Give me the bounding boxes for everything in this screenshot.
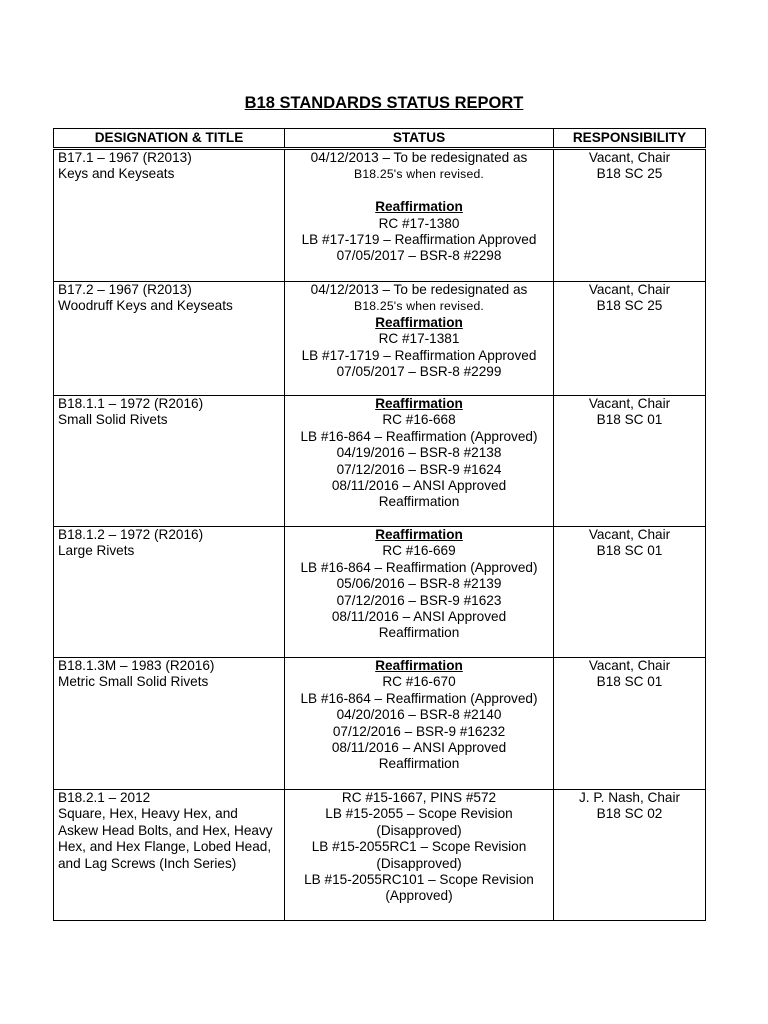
status-line: LB #15-2055RC101 – Scope Revision	[304, 872, 534, 888]
status-cell	[285, 396, 554, 527]
table-row	[54, 282, 706, 396]
table-row	[54, 149, 706, 282]
status-line: RC #16-669	[382, 543, 456, 559]
status-line: (Disapproved)	[376, 822, 462, 838]
status-line: LB #16-864 – Reaffirmation (Approved)	[300, 559, 538, 575]
designation-cell	[54, 282, 285, 396]
status-heading: Reaffirmation	[375, 199, 463, 215]
status-line: (Approved)	[385, 888, 453, 904]
designation-number: B17.1 – 1967 (R2013)	[58, 150, 192, 165]
status-line: (Disapproved)	[376, 855, 462, 871]
status-line: B18.25's when revised.	[353, 167, 485, 182]
table-header-row	[54, 129, 706, 149]
designation-title: Square, Hex, Heavy Hex, and Askew Head Bolts, and Hex, Heavy Hex, and Hex Flange, Lobed Head, and Lag Screws (Inch Series)	[58, 806, 273, 871]
status-line: 08/11/2016 – ANSI Approved	[331, 740, 507, 756]
status-line: 07/12/2016 – BSR-9 #1624	[336, 461, 502, 477]
chair-name: Vacant, Chair	[588, 527, 671, 542]
responsibility-cell	[554, 790, 706, 921]
designation-number: B18.2.1 – 2012	[58, 790, 151, 805]
designation-cell	[54, 527, 285, 658]
table-row	[54, 396, 706, 527]
column-header-responsibility: RESPONSIBILITY	[554, 129, 706, 149]
status-line: 07/05/2017 – BSR-8 #2298	[336, 248, 502, 264]
responsibility-cell	[554, 396, 706, 527]
responsibility-cell	[554, 282, 706, 396]
status-heading: Reaffirmation	[375, 396, 463, 411]
status-line: 04/19/2016 – BSR-8 #2138	[336, 445, 502, 461]
designation-cell	[54, 790, 285, 921]
committee-name: B18 SC 25	[596, 166, 663, 182]
designation-number: B17.2 – 1967 (R2013)	[58, 282, 192, 297]
status-line: Reaffirmation	[378, 756, 460, 772]
status-line: 07/12/2016 – BSR-9 #1623	[336, 592, 502, 608]
status-cell	[285, 658, 554, 790]
designation-cell	[54, 658, 285, 790]
status-line: 07/05/2017 – BSR-8 #2299	[336, 364, 502, 380]
status-cell	[285, 282, 554, 396]
chair-name: J. P. Nash, Chair	[579, 790, 680, 805]
column-header-designation: DESIGNATION & TITLE	[54, 129, 285, 149]
designation-title: Keys and Keyseats	[58, 166, 175, 182]
status-line: LB #15-2055RC1 – Scope Revision	[311, 839, 527, 855]
status-spacer	[289, 183, 549, 199]
status-line: 04/20/2016 – BSR-8 #2140	[336, 707, 502, 723]
status-line: 04/12/2013 – To be redesignated as	[310, 282, 528, 297]
status-line: 04/12/2013 – To be redesignated as	[310, 150, 528, 165]
responsibility-cell	[554, 149, 706, 282]
status-line: RC #17-1381	[378, 331, 460, 347]
committee-name: B18 SC 01	[596, 412, 663, 428]
designation-number: B18.1.1 – 1972 (R2016)	[58, 396, 204, 411]
status-cell	[285, 790, 554, 921]
status-line: RC #16-668	[382, 412, 456, 428]
status-line: Reaffirmation	[378, 494, 460, 510]
table-row	[54, 527, 706, 658]
status-line: LB #17-1719 – Reaffirmation Approved	[301, 232, 537, 248]
designation-number: B18.1.3M – 1983 (R2016)	[58, 658, 215, 673]
chair-name: Vacant, Chair	[588, 658, 671, 673]
status-line: Reaffirmation	[378, 625, 460, 641]
status-line: RC #16-670	[382, 674, 456, 690]
status-report-table	[53, 128, 706, 921]
status-heading: Reaffirmation	[375, 527, 463, 542]
committee-name: B18 SC 02	[596, 806, 663, 822]
status-line: LB #17-1719 – Reaffirmation Approved	[301, 347, 537, 363]
chair-name: Vacant, Chair	[588, 150, 671, 165]
status-line: 05/06/2016 – BSR-8 #2139	[336, 576, 502, 592]
committee-name: B18 SC 25	[596, 298, 663, 314]
designation-title: Woodruff Keys and Keyseats	[58, 298, 233, 314]
status-line: LB #15-2055 – Scope Revision	[325, 806, 513, 822]
committee-name: B18 SC 01	[596, 674, 663, 690]
status-line: 07/12/2016 – BSR-9 #16232	[332, 723, 506, 739]
responsibility-cell	[554, 527, 706, 658]
status-line: 08/11/2016 – ANSI Approved	[331, 478, 507, 494]
designation-cell	[54, 396, 285, 527]
column-header-status: STATUS	[285, 129, 554, 149]
status-line: RC #15-1667, PINS #572	[341, 790, 497, 805]
status-line: LB #16-864 – Reaffirmation (Approved)	[300, 690, 538, 706]
status-cell	[285, 527, 554, 658]
status-line: RC #17-1380	[378, 215, 460, 231]
committee-name: B18 SC 01	[596, 543, 663, 559]
designation-cell	[54, 149, 285, 282]
status-heading: Reaffirmation	[375, 314, 463, 330]
responsibility-cell	[554, 658, 706, 790]
chair-name: Vacant, Chair	[588, 396, 671, 411]
table-row	[54, 790, 706, 921]
designation-number: B18.1.2 – 1972 (R2016)	[58, 527, 204, 542]
status-line: LB #16-864 – Reaffirmation (Approved)	[300, 428, 538, 444]
status-heading: Reaffirmation	[375, 658, 463, 673]
designation-title: Metric Small Solid Rivets	[58, 674, 209, 690]
status-line: B18.25's when revised.	[353, 299, 485, 314]
chair-name: Vacant, Chair	[588, 282, 671, 297]
page-title: B18 STANDARDS STATUS REPORT	[244, 94, 524, 112]
table-row	[54, 658, 706, 790]
designation-title: Small Solid Rivets	[58, 412, 168, 428]
status-cell	[285, 149, 554, 282]
designation-title: Large Rivets	[58, 543, 135, 559]
status-line: 08/11/2016 – ANSI Approved	[331, 609, 507, 625]
